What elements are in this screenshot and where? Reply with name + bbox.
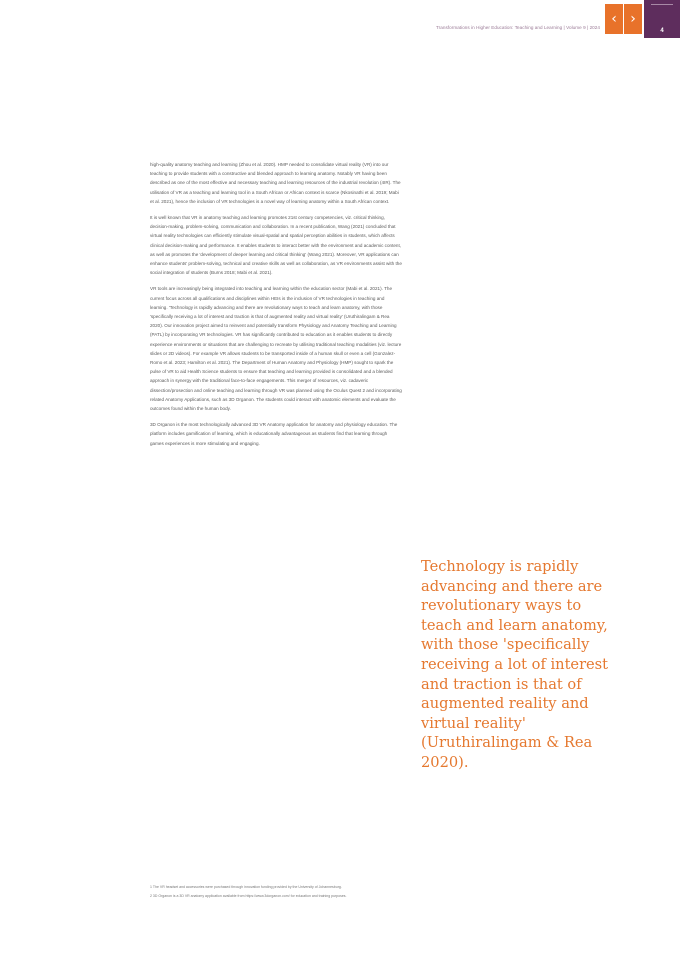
body-paragraph: high-quality anatomy teaching and learning (Zhou et al. 2020). HMP needed to consolidate virtual reality (VR) into our teaching to provide students with a constructive and blended approach to learning anatomy. Notably VR having been described as one of the most effective and necessary teaching and learning resources of the industrial revolution (4IR). The utilisation of VR as a teaching and learning tool in a South African or African context is scarce (Nkosinathi et al. 2019; Mabi et al. 2021), hence the inclusion of VR technologies is a novel way of learning anatomy within a South African context. <box>150 162 401 204</box>
footnotes <box>150 884 400 901</box>
body-text-column <box>150 160 402 455</box>
page-number: 4 <box>660 28 664 34</box>
tab-divider <box>651 4 673 5</box>
body-paragraph: VR tools are increasingly being integrated into teaching and learning within the education sector (Mabi et al. 2021). The current focus across all qualifications and disciplines within HEIs is the inclusion of VR technologies in teaching and learning. 'Technology is rapidly advancing and there are revolutionary ways to teach and learn anatomy, with those 'specifically receiving a lot of interest and traction is that of augmented reality and virtual reality' (Uruthiralingam & Rea 2020). Our innovation project aimed to reinvent and potentially transform Physiology and Anatomy Teaching and Learning (PATL) by incorporating VR technologies. VR has significantly contributed to education as it enables students to directly experience environments or situations that are challenging to recreate by utilising traditional teaching modalities (viz. lecture slides or 2D videos). For example VR allows students to be transported inside of a human skull or even a cell (Gonzalez-Romo et al. 2023; Hamilton et al. 2021). The Department of Human Anatomy and Physiology (HMP) sought to spark the pulse of VR to aid Health Science students to ensure that teaching and learning provided is consolidated and a blended approach in synergy with the traditional face-to-face engagements. This merger of resources, viz. cadaveric dissection/prosection and online teaching and learning through VR was planned using the Oculus Quest 2 and incorporating related Anatomy Applications, such as 3D Organon. The students could interact with anatomic elements and evaluate the outcomes found within the human body. <box>150 286 402 412</box>
chevron-right-icon: › <box>630 11 636 27</box>
page-header <box>0 0 680 36</box>
next-page-button[interactable] <box>624 4 642 34</box>
body-paragraph: 3D Organon is the most technologically advanced 3D VR Anatomy application for anatomy and physiology education. The platform includes gamification of learning, which is educationally advantageous as students find that learning through games experiences is more stimulating and engaging. <box>150 422 398 446</box>
body-paragraph: It is well known that VR in anatomy teaching and learning promotes 21st century competencies, viz. critical thinking, decision-making, problem-solving, communication and collaboration. In a recent publication, Wang (2021) concluded that virtual reality technologies can efficiently stimulate visual-spatial and spatial perception abilities in students, which affects clinical decision-making and performance. It enables students to interact better with the environment and academic content, as well as promotes the 'development of deeper learning and critical thinking' (Wang 2021). Moreover, VR applications can enhance students' problem-solving, technical and creative skills as well as collaboration, as VR environments assist with the social integration of students (Burns 2018; Mabi et al. 2021). <box>150 215 402 276</box>
page-number-tab <box>644 0 680 38</box>
pull-quote: Technology is rapidly advancing and there are revolutionary ways to teach and learn anatomy, with those 'specifically receiving a lot of interest and traction is that of augmented reality and virtual reality' (Uruthiralingam & Rea 2020). <box>421 558 609 771</box>
running-title: Transformations in Higher Education: Teaching and Learning | Volume 9 | 2024 <box>435 25 600 30</box>
footnote: 2 3D Organon is a 3D VR anatomy application available from https://www.3dorganon.com/ for education and training purposes. <box>150 893 347 898</box>
footnote: 1 The VR headset and accessories were purchased through innovation funding provided by the University of Johannesburg. <box>150 885 342 889</box>
chevron-left-icon: ‹ <box>611 11 617 27</box>
previous-page-button[interactable] <box>605 4 623 34</box>
